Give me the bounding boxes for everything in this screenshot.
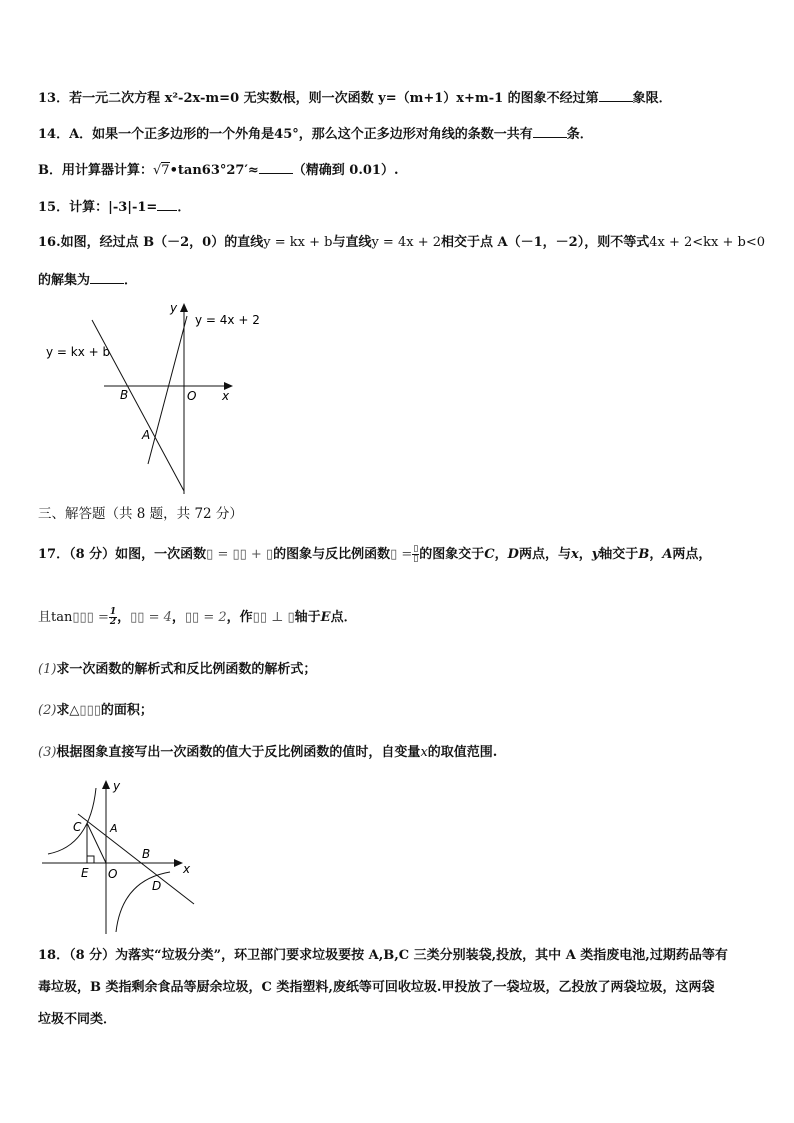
sqrt-symbol: √ bbox=[153, 163, 162, 178]
point-E: E bbox=[320, 610, 331, 625]
label-y: y bbox=[170, 301, 178, 315]
label-A: A bbox=[110, 822, 118, 835]
label-O: O bbox=[187, 389, 197, 403]
q16-text: 16.如图，经过点 B（－2，0）的直线 bbox=[38, 235, 264, 250]
comma: ， bbox=[494, 547, 508, 562]
label-C: C bbox=[73, 820, 82, 834]
label-B: B bbox=[142, 847, 151, 861]
label-y: y bbox=[113, 779, 121, 793]
segment-CO bbox=[87, 823, 106, 863]
question-15 bbox=[38, 197, 190, 218]
q14a-text: 14．A．如果一个正多边形的一个外角是45°，那么这个正多边形对角线的条数一共有 bbox=[38, 127, 533, 142]
question-17-line2 bbox=[38, 608, 357, 628]
label-E: E bbox=[81, 866, 89, 880]
comma: ， bbox=[649, 547, 663, 562]
question-18-line3 bbox=[38, 1010, 116, 1030]
q17-text: 两点，与 bbox=[518, 547, 571, 562]
right-angle-marker bbox=[87, 856, 94, 863]
question-17-line1 bbox=[38, 545, 711, 565]
answer-blank bbox=[533, 124, 567, 138]
point-B: B bbox=[638, 547, 650, 562]
question-14a bbox=[38, 124, 593, 145]
q18-text: 18．（8 分）为落实“垃圾分类”，环卫部门要求垃圾要按 A,B,C 三类分别装袋,投放，其中 A 类指废电池,过期药品等有 bbox=[38, 948, 728, 963]
question-17-sub1 bbox=[38, 660, 316, 680]
q17-text: 轴交于 bbox=[599, 547, 639, 562]
hyperbola-branch-lower-right bbox=[116, 872, 170, 932]
hyperbola-branch-upper-left bbox=[48, 788, 96, 854]
q14b-text-end: （精确到 0.01）. bbox=[292, 163, 399, 178]
question-17-sub2 bbox=[38, 701, 153, 721]
point-D: D bbox=[507, 547, 519, 562]
q18-text: 毒垃圾，B 类指剩余食品等厨余垃圾，C 类指塑料,废纸等可回收垃圾.甲投放了一袋垃圾，乙投放了两袋垃圾，这两袋 bbox=[38, 980, 715, 995]
sqrt-radicand: 7 bbox=[161, 163, 170, 178]
label-x: x bbox=[183, 862, 191, 876]
q14b-text-mid: •tan63°27′≈ bbox=[169, 163, 259, 178]
q13-text-end: 象限． bbox=[632, 91, 672, 106]
formula-placeholder: ▯▯ = 2 bbox=[184, 610, 227, 625]
label-x: x bbox=[222, 389, 230, 403]
sub-text: 的面积； bbox=[100, 703, 153, 718]
q17-text: 轴于 bbox=[294, 610, 321, 625]
sub-number: (1) bbox=[38, 662, 57, 677]
q17-text: 且tan bbox=[38, 610, 73, 625]
formula-placeholder: ▯▯▯ = bbox=[72, 610, 109, 625]
y-axis-arrow-icon bbox=[180, 303, 188, 312]
figure-16 bbox=[38, 296, 268, 501]
sub-number: (2) bbox=[38, 703, 57, 718]
section-3-title bbox=[38, 504, 243, 524]
var-y: y bbox=[591, 547, 600, 562]
question-14b bbox=[38, 160, 399, 181]
q14a-text-end: 条． bbox=[566, 127, 593, 142]
q15-text-end: ． bbox=[177, 200, 191, 215]
sub-text: 根据图象直接写出一次函数的值大于反比例函数的值时，自变量 bbox=[56, 745, 421, 760]
label-B: B bbox=[120, 388, 129, 402]
q16-text-end: ． bbox=[124, 273, 138, 288]
formula-placeholder: ▯ = ▯▯ + ▯ bbox=[206, 547, 274, 562]
x-axis-arrow-icon bbox=[174, 859, 183, 867]
figure-17 bbox=[38, 776, 208, 938]
formula-placeholder: ▯▯▯ bbox=[79, 703, 101, 718]
comma: ， bbox=[171, 610, 185, 625]
q16-text: 相交于点 A（－1，－2），则不等式 bbox=[441, 235, 650, 250]
formula-placeholder: ▯▯ = 4 bbox=[130, 610, 172, 625]
point-A: A bbox=[662, 547, 673, 562]
question-18-line1 bbox=[38, 946, 728, 966]
question-13 bbox=[38, 88, 672, 109]
q18-text: 垃圾不同类． bbox=[38, 1012, 117, 1027]
label-A: A bbox=[142, 428, 151, 442]
comma: ， bbox=[578, 547, 592, 562]
sub-text: 求一次函数的解析式和反比例函数的解析式； bbox=[56, 662, 317, 677]
sub-number: (3) bbox=[38, 745, 57, 760]
sub-text: 求△ bbox=[56, 703, 80, 718]
fraction-denominator: 2 bbox=[109, 617, 117, 627]
q13-text: 13．若一元二次方程 x²-2x-m=0 无实数根，则一次函数 y=（m+1）x+m-1 的图象不经过第 bbox=[38, 91, 599, 106]
label-eq-4x-plus-2: y = 4x + 2 bbox=[195, 313, 260, 327]
point-C: C bbox=[484, 547, 495, 562]
line-linear-function bbox=[78, 814, 194, 904]
formula-placeholder: ▯▯ ⊥ ▯ bbox=[252, 610, 295, 625]
fraction-numerator: 1 bbox=[109, 607, 117, 617]
formula-placeholder: ▯ = bbox=[390, 547, 413, 562]
q16-inequality: 4x + 2<kx + b<0 bbox=[649, 235, 765, 250]
var-x: x bbox=[570, 547, 579, 562]
q16-text: 的解集为 bbox=[38, 273, 91, 288]
comma: ， bbox=[117, 610, 131, 625]
q17-text: 的图象交于 bbox=[419, 547, 485, 562]
q17-text: 的图象与反比例函数 bbox=[273, 547, 391, 562]
q15-text: 15．计算：|-3|-1= bbox=[38, 200, 158, 215]
q16-eq1: y = kx + b bbox=[263, 235, 333, 250]
y-axis-arrow-icon bbox=[102, 780, 110, 789]
label-eq-kx-plus-b: y = kx + b bbox=[46, 345, 111, 359]
var-x: x bbox=[420, 745, 428, 760]
q16-eq2: y = 4x + 2 bbox=[371, 235, 441, 250]
answer-blank bbox=[90, 270, 124, 284]
question-16-line2 bbox=[38, 270, 137, 291]
fraction-numerator: ▯ bbox=[413, 544, 419, 554]
q16-text: 与直线 bbox=[332, 235, 372, 250]
q17-text: 两点， bbox=[672, 547, 712, 562]
answer-blank bbox=[599, 88, 633, 102]
q17-text: ，作 bbox=[226, 610, 253, 625]
q14b-text: B．用计算器计算： bbox=[38, 163, 153, 178]
label-O: O bbox=[108, 867, 118, 881]
answer-blank bbox=[157, 197, 177, 211]
answer-blank bbox=[259, 160, 293, 174]
question-16-line1 bbox=[38, 233, 765, 253]
q17-text: 点． bbox=[330, 610, 357, 625]
sub-text: 的取值范围. bbox=[427, 745, 498, 760]
line-4x-plus-2 bbox=[148, 316, 187, 464]
question-17-sub3 bbox=[38, 743, 497, 763]
q17-text: 17．（8 分）如图，一次函数 bbox=[38, 547, 207, 562]
label-D: D bbox=[152, 879, 162, 893]
question-18-line2 bbox=[38, 978, 714, 998]
section-title: 三、解答题（共 8 题，共 72 分） bbox=[38, 506, 243, 522]
fraction-half bbox=[109, 608, 117, 627]
fraction-denominator: ▯ bbox=[413, 554, 419, 564]
